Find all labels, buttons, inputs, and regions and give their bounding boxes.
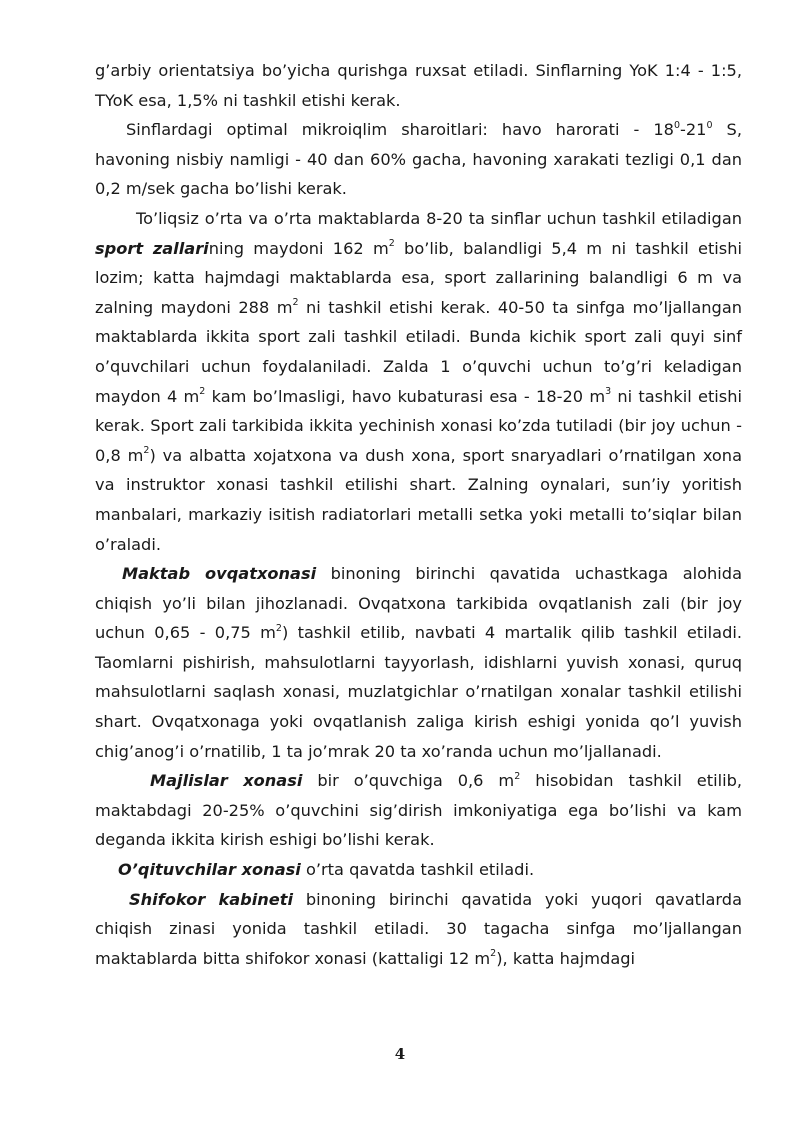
paragraph-text: ), katta hajmdagi bbox=[496, 948, 636, 968]
superscript: 2 bbox=[514, 770, 521, 782]
document-body bbox=[95, 56, 742, 973]
paragraph-text: g’arbiy orientatsiya bo’yicha qurishga ruxsat etiladi. Sinflarning YoK 1:4 - 1:5, TYoK esa, 1,5% ni tashkil etishi kerak. bbox=[95, 61, 742, 110]
paragraph-text: bir o’quvchiga 0,6 m bbox=[302, 771, 515, 791]
term-teachers-room: O’qituvchilar xonasi bbox=[118, 860, 301, 880]
superscript: 0 bbox=[673, 119, 681, 131]
paragraph-text: ni tashkil etishi kerak. Sport zali tarkibida ikkita yechinish xonasi ko’zda tutiladi (bir joy uchun - 0,8 m bbox=[95, 386, 742, 465]
superscript: 2 bbox=[275, 622, 282, 634]
superscript: 2 bbox=[143, 445, 150, 457]
paragraph-text: o’rta qavatda tashkil etiladi. bbox=[300, 860, 535, 880]
superscript: 2 bbox=[490, 948, 497, 960]
paragraph-text: To’liqsiz o’rta va o’rta maktablarda 8-20 ta sinflar uchun tashkil etiladigan bbox=[136, 208, 742, 228]
superscript: 2 bbox=[292, 297, 299, 309]
superscript: 2 bbox=[388, 238, 395, 250]
paragraph-text: ning maydoni 162 m bbox=[208, 238, 389, 258]
paragraph-assembly-hall bbox=[95, 766, 742, 855]
superscript: 2 bbox=[199, 386, 206, 398]
paragraph-orientation bbox=[95, 56, 742, 115]
page-number: 4 bbox=[394, 1045, 406, 1063]
term-medical-office: Shifokor kabineti bbox=[129, 889, 294, 909]
paragraph-text: kam bo’lmasligi, havo kubaturasi esa - 18-20 m bbox=[205, 386, 606, 406]
term-school-canteen: Maktab ovqatxonasi bbox=[122, 564, 317, 584]
paragraph-text: S, havoning nisbiy namligi - 40 dan 60% gacha, havoning xarakati tezligi 0,1 dan 0,2 m/sek gacha bo’lishi kerak. bbox=[95, 120, 742, 199]
paragraph-text: hisobidan tashkil etilib, maktabdagi 20-25% o’quvchini sig’dirish imkoniyatiga ega bo’lishi va kam deganda ikkita kirish eshigi bo’lishi kerak. bbox=[95, 771, 742, 850]
superscript: 0 bbox=[706, 119, 713, 131]
term-sport-halls: sport zallari bbox=[95, 238, 209, 258]
paragraph-canteen bbox=[95, 559, 742, 766]
paragraph-text: binoning birinchi qavatida yoki yuqori qavatlarda chiqish zinasi yonida tashkil etiladi. 30 tagacha sinfga mo’ljallangan maktablarda bitta shifokor xonasi (kattaligi 12 m bbox=[95, 889, 742, 968]
paragraph-text: ni tashkil etishi kerak. 40-50 ta sinfga mo’ljallangan maktablarda ikkita sport zali tashkil etiladi. Bunda kichik sport zali quyi sinf o’quvchilari uchun foydalaniladi. Zalda 1 o’quvchi uchun to’g’ri keladigan maydon 4 m bbox=[95, 297, 743, 406]
paragraph-text: binoning birinchi qavatida uchastkaga alohida chiqish yo’li bilan jihozlanadi. Ovqatxona tarkibida ovqatlanish zali (bir joy uchun 0,65 - 0,75 m bbox=[95, 564, 742, 643]
paragraph-sport-halls bbox=[95, 204, 742, 559]
paragraph-teachers-room bbox=[95, 855, 742, 885]
term-assembly-hall: Majlislar xonasi bbox=[150, 771, 303, 791]
paragraph-text: ) va albatta xojatxona va dush xona, sport snaryadlari o’rnatilgan xona va instruktor xonasi tashkil etilishi shart. Zalning oynalari, sun’iy yoritish manbalari, markaziy isitish radiatorlari metalli setka yoki metalli to’siqlar bilan o’raladi. bbox=[95, 445, 742, 554]
paragraph-text: bo’lib, balandligi 5,4 m ni tashkil etishi lozim; katta hajmdagi maktablarda esa, sport zallarining balandligi 6 m va zalning maydoni 288 m bbox=[95, 238, 742, 317]
paragraph-microclimate bbox=[95, 115, 742, 204]
superscript: 3 bbox=[605, 386, 612, 398]
paragraph-text: -21 bbox=[680, 120, 707, 140]
paragraph-text: ) tashkil etilib, navbati 4 martalik qilib tashkil etiladi. Taomlarni pishirish, mahsulotlarni tayyorlash, idishlarni yuvish xonasi, quruq mahsulotlarni saqlash xonasi, muzlatgichlar o’rnatilgan xonalar tashkil etilishi shart. Ovqatxonaga yoki ovqatlanish zaliga kirish eshigi yonida qo’l yuvish chig’anog’i o’rnatilib, 1 ta jo’mrak 20 ta xo’randa uchun mo’ljallanadi. bbox=[95, 623, 742, 761]
paragraph-text: Sinflardagi optimal mikroiqlim sharoitlari: havo harorati - 18 bbox=[126, 120, 674, 140]
paragraph-medical-office bbox=[95, 885, 742, 974]
